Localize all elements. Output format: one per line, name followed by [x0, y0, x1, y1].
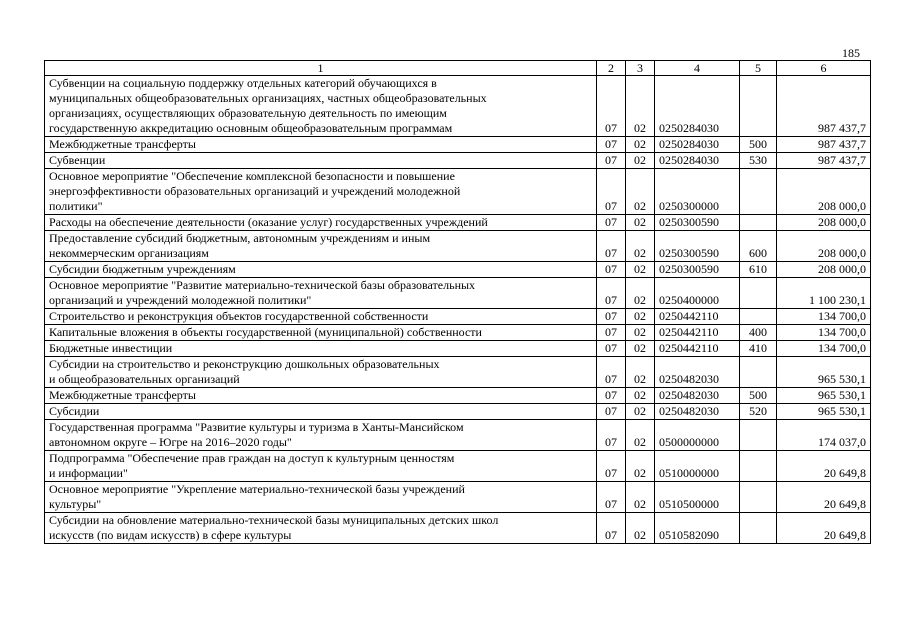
- header-row: [45, 61, 871, 76]
- section-code-cell: 07: [597, 513, 626, 544]
- amount-cell: 20 649,8: [777, 451, 871, 482]
- expense-type-cell: [740, 309, 777, 325]
- subsection-code-cell: 02: [626, 404, 655, 420]
- subsection-code-cell: 02: [626, 215, 655, 231]
- section-code-cell: 07: [597, 341, 626, 357]
- expense-type-cell: 610: [740, 262, 777, 278]
- section-code-cell: 07: [597, 309, 626, 325]
- amount-cell: 1 100 230,1: [777, 278, 871, 309]
- row-name-cell: Подпрограмма "Обеспечение прав граждан на доступ к культурным ценностям и информации": [45, 451, 597, 482]
- row-name-cell: Межбюджетные трансферты: [45, 137, 597, 153]
- table-row: [45, 262, 871, 278]
- section-code-cell: 07: [597, 215, 626, 231]
- column-header-3: 3: [626, 61, 655, 76]
- section-code-cell: 07: [597, 231, 626, 262]
- table-row: [45, 231, 871, 262]
- subsection-code-cell: 02: [626, 451, 655, 482]
- section-code-cell: 07: [597, 137, 626, 153]
- row-name-cell: Государственная программа "Развитие культуры и туризма в Ханты-Мансийском автономном округе – Югре на 2016–2020 годы": [45, 420, 597, 451]
- column-header-2: 2: [597, 61, 626, 76]
- section-code-cell: 07: [597, 169, 626, 215]
- subsection-code-cell: 02: [626, 137, 655, 153]
- row-name-cell: Предоставление субсидий бюджетным, автономным учреждениям и иным некоммерческим организациям: [45, 231, 597, 262]
- subsection-code-cell: 02: [626, 420, 655, 451]
- table-row: [45, 482, 871, 513]
- subsection-code-cell: 02: [626, 153, 655, 169]
- expense-type-cell: [740, 482, 777, 513]
- expense-type-cell: [740, 76, 777, 137]
- subsection-code-cell: 02: [626, 341, 655, 357]
- subsection-code-cell: 02: [626, 513, 655, 544]
- target-article-cell: 0250442110: [655, 341, 740, 357]
- section-code-cell: 07: [597, 420, 626, 451]
- subsection-code-cell: 02: [626, 309, 655, 325]
- table-row: [45, 278, 871, 309]
- target-article-cell: 0250482030: [655, 357, 740, 388]
- table-row: [45, 388, 871, 404]
- target-article-cell: 0510500000: [655, 482, 740, 513]
- target-article-cell: 0250284030: [655, 137, 740, 153]
- target-article-cell: 0500000000: [655, 420, 740, 451]
- amount-cell: 208 000,0: [777, 231, 871, 262]
- table-row: [45, 137, 871, 153]
- expense-type-cell: [740, 357, 777, 388]
- table-row: [45, 404, 871, 420]
- amount-cell: 208 000,0: [777, 262, 871, 278]
- row-name-cell: Субсидии бюджетным учреждениям: [45, 262, 597, 278]
- expense-type-cell: 600: [740, 231, 777, 262]
- section-code-cell: 07: [597, 357, 626, 388]
- amount-cell: 134 700,0: [777, 309, 871, 325]
- expense-type-cell: [740, 513, 777, 544]
- subsection-code-cell: 02: [626, 76, 655, 137]
- subsection-code-cell: 02: [626, 278, 655, 309]
- row-name-cell: Расходы на обеспечение деятельности (оказание услуг) государственных учреждений: [45, 215, 597, 231]
- page-number: 185: [842, 46, 860, 60]
- amount-cell: 987 437,7: [777, 137, 871, 153]
- expense-type-cell: [740, 451, 777, 482]
- row-name-cell: Бюджетные инвестиции: [45, 341, 597, 357]
- row-name-cell: Основное мероприятие "Обеспечение комплексной безопасности и повышение энергоэффективности образовательных организаций и учреждений молодежной политики": [45, 169, 597, 215]
- column-header-1: 1: [45, 61, 597, 76]
- target-article-cell: 0250300590: [655, 215, 740, 231]
- target-article-cell: 0510582090: [655, 513, 740, 544]
- target-article-cell: 0250442110: [655, 309, 740, 325]
- section-code-cell: 07: [597, 404, 626, 420]
- row-name-cell: Капитальные вложения в объекты государственной (муниципальной) собственности: [45, 325, 597, 341]
- amount-cell: 134 700,0: [777, 325, 871, 341]
- table-row: [45, 153, 871, 169]
- table-row: [45, 513, 871, 544]
- row-name-cell: Субсидии на строительство и реконструкцию дошкольных образовательных и общеобразовательных организаций: [45, 357, 597, 388]
- amount-cell: 965 530,1: [777, 357, 871, 388]
- section-code-cell: 07: [597, 153, 626, 169]
- target-article-cell: 0250300590: [655, 262, 740, 278]
- section-code-cell: 07: [597, 451, 626, 482]
- subsection-code-cell: 02: [626, 388, 655, 404]
- target-article-cell: 0250284030: [655, 153, 740, 169]
- amount-cell: 134 700,0: [777, 341, 871, 357]
- amount-cell: 20 649,8: [777, 482, 871, 513]
- target-article-cell: 0250400000: [655, 278, 740, 309]
- section-code-cell: 07: [597, 278, 626, 309]
- target-article-cell: 0250300000: [655, 169, 740, 215]
- expense-type-cell: 500: [740, 137, 777, 153]
- expense-type-cell: 530: [740, 153, 777, 169]
- expense-type-cell: [740, 169, 777, 215]
- column-header-6: 6: [777, 61, 871, 76]
- target-article-cell: 0250482030: [655, 404, 740, 420]
- table-row: [45, 451, 871, 482]
- subsection-code-cell: 02: [626, 231, 655, 262]
- expense-type-cell: [740, 278, 777, 309]
- subsection-code-cell: 02: [626, 357, 655, 388]
- section-code-cell: 07: [597, 388, 626, 404]
- target-article-cell: 0250442110: [655, 325, 740, 341]
- subsection-code-cell: 02: [626, 482, 655, 513]
- column-header-4: 4: [655, 61, 740, 76]
- budget-table: [44, 60, 871, 544]
- expense-type-cell: [740, 420, 777, 451]
- target-article-cell: 0250284030: [655, 76, 740, 137]
- table-row: [45, 169, 871, 215]
- expense-type-cell: 410: [740, 341, 777, 357]
- row-name-cell: Межбюджетные трансферты: [45, 388, 597, 404]
- table-row: [45, 309, 871, 325]
- table-row: [45, 325, 871, 341]
- section-code-cell: 07: [597, 325, 626, 341]
- expense-type-cell: [740, 215, 777, 231]
- section-code-cell: 07: [597, 262, 626, 278]
- row-name-cell: Основное мероприятие "Развитие материально-технической базы образовательных организаций и учреждений молодежной политики": [45, 278, 597, 309]
- amount-cell: 987 437,7: [777, 76, 871, 137]
- table-row: [45, 420, 871, 451]
- row-name-cell: Субвенции на социальную поддержку отдельных категорий обучающихся в муниципальных общеобразовательных организациях, частных общеобразовательных организациях, осуществляющих образовательную деятельность по имеющим государственную аккредитацию основным общеобразовательным программам: [45, 76, 597, 137]
- target-article-cell: 0510000000: [655, 451, 740, 482]
- amount-cell: 965 530,1: [777, 388, 871, 404]
- expense-type-cell: 500: [740, 388, 777, 404]
- expense-type-cell: 400: [740, 325, 777, 341]
- subsection-code-cell: 02: [626, 262, 655, 278]
- table-row: [45, 76, 871, 137]
- subsection-code-cell: 02: [626, 169, 655, 215]
- table-row: [45, 215, 871, 231]
- row-name-cell: Основное мероприятие "Укрепление материально-технической базы учреждений культуры": [45, 482, 597, 513]
- section-code-cell: 07: [597, 482, 626, 513]
- amount-cell: 965 530,1: [777, 404, 871, 420]
- amount-cell: 987 437,7: [777, 153, 871, 169]
- table-row: [45, 357, 871, 388]
- target-article-cell: 0250482030: [655, 388, 740, 404]
- table-body: [45, 76, 871, 544]
- amount-cell: 20 649,8: [777, 513, 871, 544]
- expense-type-cell: 520: [740, 404, 777, 420]
- table-row: [45, 341, 871, 357]
- section-code-cell: 07: [597, 76, 626, 137]
- row-name-cell: Субсидии на обновление материально-технической базы муниципальных детских школ искусств (по видам искусств) в сфере культуры: [45, 513, 597, 544]
- row-name-cell: Субсидии: [45, 404, 597, 420]
- target-article-cell: 0250300590: [655, 231, 740, 262]
- amount-cell: 208 000,0: [777, 169, 871, 215]
- row-name-cell: Строительство и реконструкция объектов государственной собственности: [45, 309, 597, 325]
- row-name-cell: Субвенции: [45, 153, 597, 169]
- column-header-5: 5: [740, 61, 777, 76]
- amount-cell: 174 037,0: [777, 420, 871, 451]
- amount-cell: 208 000,0: [777, 215, 871, 231]
- subsection-code-cell: 02: [626, 325, 655, 341]
